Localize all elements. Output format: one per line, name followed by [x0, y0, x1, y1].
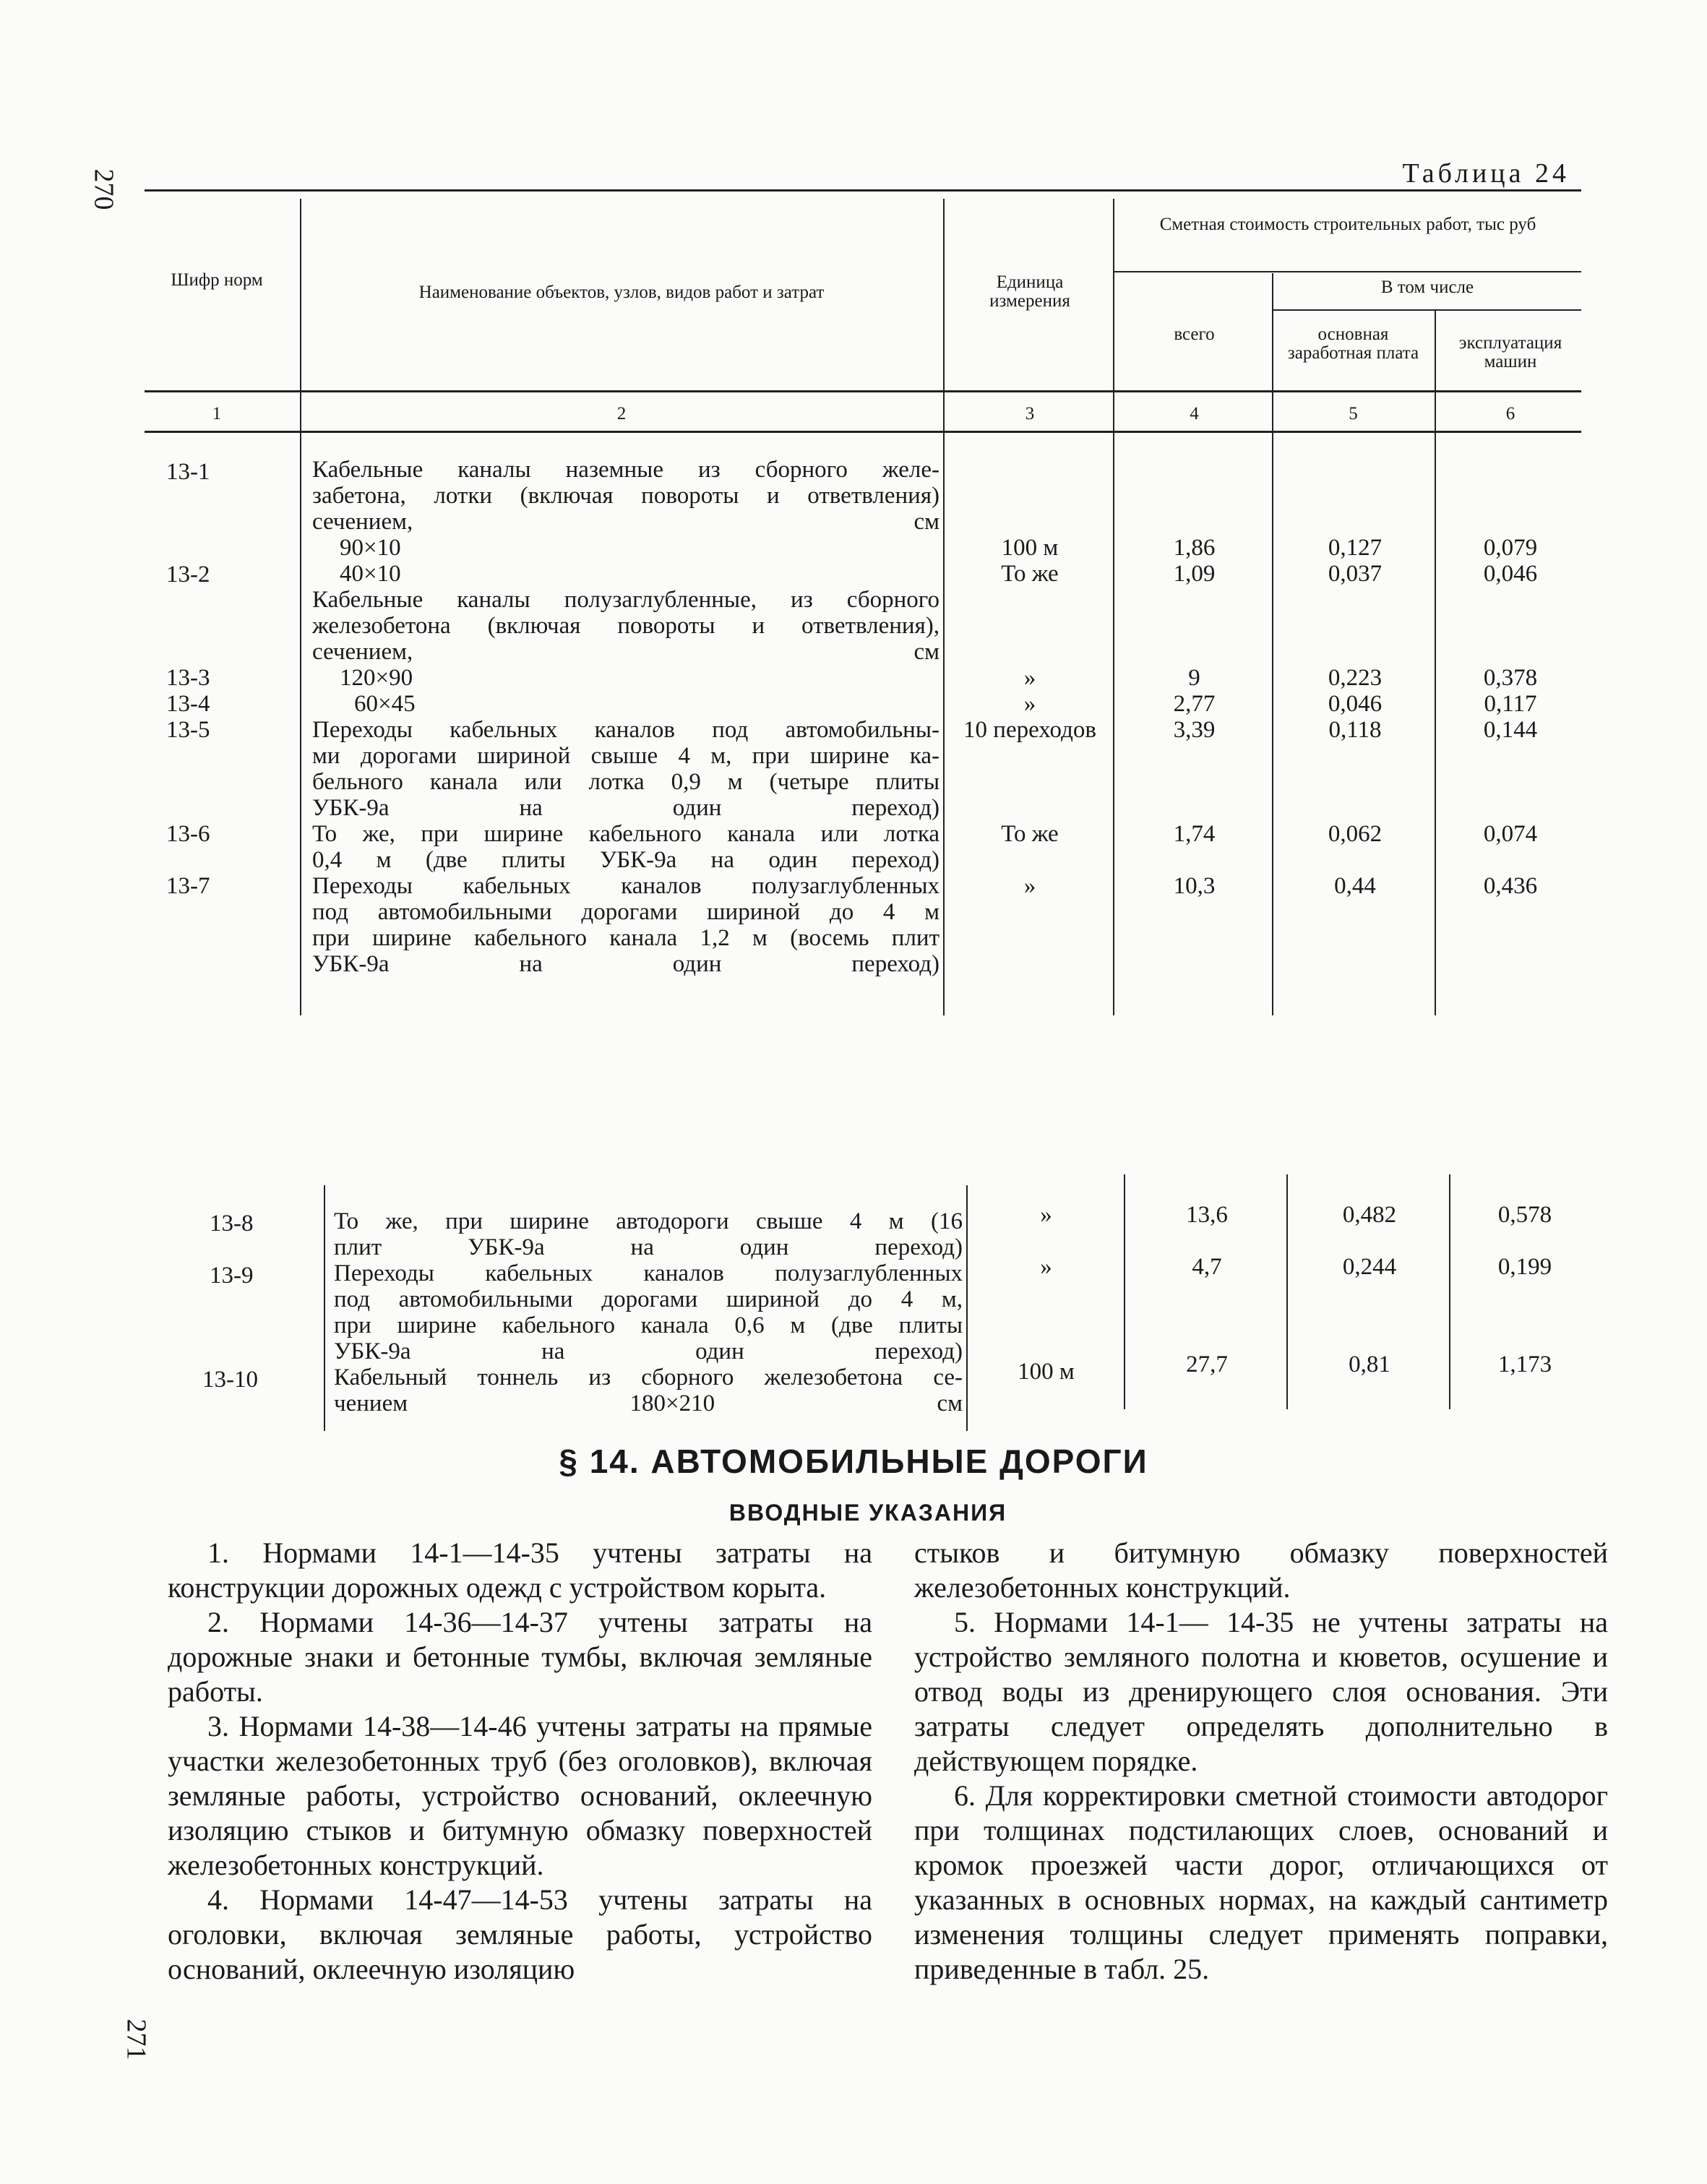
row-code: 13-4 [166, 691, 210, 717]
row-wage: 0,81 [1349, 1351, 1390, 1377]
col-num-2: 2 [616, 404, 627, 424]
row-unit: То же [1001, 821, 1059, 847]
row-description: То же, при ширине кабельного канала или лотка 0,4 м (две плиты УБК-9а на один переход) [312, 821, 940, 873]
col-num-6: 6 [1505, 404, 1515, 424]
row-code: 13-6 [166, 821, 210, 847]
row-description-size: 60×45 [354, 691, 416, 717]
col-num-3: 3 [1025, 404, 1035, 424]
row-machines: 0,144 [1483, 717, 1538, 743]
row-unit: 100 м [1001, 535, 1059, 561]
row-wage: 0,244 [1342, 1254, 1397, 1280]
section-title: § 14. АВТОМОБИЛЬНЫЕ ДОРОГИ [559, 1443, 1148, 1480]
row-unit: То же [1001, 561, 1059, 587]
row-machines: 0,378 [1483, 665, 1538, 691]
row-total: 27,7 [1186, 1351, 1228, 1377]
row-unit: » [1040, 1202, 1052, 1228]
row-total: 9 [1188, 665, 1200, 691]
header-machines: эксплуатация машин [1458, 333, 1562, 372]
row-total: 13,6 [1186, 1202, 1228, 1228]
col-num-5: 5 [1349, 404, 1358, 424]
row-machines: 0,436 [1483, 873, 1538, 899]
row-wage: 0,223 [1328, 665, 1383, 691]
row-unit: » [1040, 1254, 1052, 1280]
row-wage: 0,118 [1328, 717, 1382, 743]
header-name: Наименование объектов, узлов, видов работ и затрат [418, 283, 825, 302]
row-machines: 0,046 [1483, 561, 1538, 587]
instruction-paragraph: 3. Нормами 14-38—14-46 учтены затраты на прямые участки железобетонных труб (без оголовков), включая земляные работы, устройство оснований, оклеечную изоляцию стыков и битумную обмазку поверхностей железобетонных конструкций. [168, 1710, 872, 1881]
row-description: Кабельные каналы наземные из сборного желе- забетона, лотки (включая повороты и ответвления) сечением, см [312, 457, 940, 535]
row-code: 13-2 [166, 562, 210, 588]
table-label: Таблица 24 [1402, 158, 1570, 189]
section-subtitle: ВВОДНЫЕ УКАЗАНИЯ [728, 1500, 1007, 1526]
row-code: 13-7 [166, 873, 210, 899]
row-description-size: 90×10 [340, 535, 401, 561]
row-machines: 0,074 [1483, 821, 1538, 847]
row-wage: 0,062 [1328, 821, 1383, 847]
instruction-paragraph: 5. Нормами 14-1— 14-35 не учтены затраты на устройство земляного полотна и кюветов, осушение и отвод воды из дренирующего слоя основания. Эти затраты следует определять дополнительно в действующем порядке. [914, 1606, 1608, 1777]
instructions-left-column [168, 1536, 872, 1987]
header-unit: Единица измерения [989, 272, 1070, 311]
row-total: 2,77 [1173, 691, 1216, 717]
row-description: Кабельные каналы полузаглубленные, из сборного железобетона (включая повороты и ответвления), сечением, см [312, 587, 940, 665]
row-description: Переходы кабельных каналов полузаглубленных под автомобильными дорогами шириной до 4 м, при ширине кабельного канала 0,6 м (две плиты УБК-9а на один переход) [334, 1260, 963, 1364]
instruction-paragraph: 4. Нормами 14-47—14-53 учтены затраты на оголовки, включая земляные работы, устройство оснований, оклеечную изоляцию [168, 1883, 872, 1985]
row-total: 4,7 [1192, 1254, 1222, 1280]
row-wage: 0,127 [1328, 535, 1383, 561]
row-wage: 0,037 [1328, 561, 1383, 587]
row-total: 1,09 [1173, 561, 1216, 587]
row-unit: » [1023, 873, 1036, 899]
row-code: 13-8 [210, 1211, 254, 1237]
page-number-top: 270 [88, 168, 119, 210]
instruction-paragraph: 6. Для корректировки сметной стоимости автодорог при толщинах подстилающих слоев, оснований и кромок проезжей части дорог, отличающихся от указанных в основных нормах, на каждый сантиметр изменения толщины следует применять поправки, приведенные в табл. 25. [914, 1779, 1608, 1985]
instructions-right-column [914, 1536, 1608, 1987]
instruction-paragraph: 2. Нормами 14-36—14-37 учтены затраты на дорожные знаки и бетонные тумбы, включая земляные работы. [168, 1606, 872, 1708]
header-including: В том числе [1380, 278, 1474, 297]
row-total: 1,86 [1173, 535, 1216, 561]
row-total: 10,3 [1173, 873, 1216, 899]
row-code: 13-5 [166, 717, 210, 743]
row-description: Переходы кабельных каналов под автомобильны- ми дорогами шириной свыше 4 м, при ширине ка- бельного канала или лотка 0,9 м (четыре плиты УБК-9а на один переход) [312, 717, 940, 821]
instruction-paragraph: 1. Нормами 14-1—14-35 учтены затраты на конструкции дорожных одежд с устройством корыта. [168, 1536, 872, 1604]
row-unit: 100 м [1018, 1359, 1075, 1385]
header-wage: основная заработная плата [1287, 324, 1419, 364]
row-machines: 1,173 [1497, 1351, 1552, 1377]
header-code: Шифр норм [171, 270, 263, 290]
row-machines: 0,079 [1483, 535, 1538, 561]
row-description: То же, при ширине автодороги свыше 4 м (16 плит УБК-9а на один переход) [334, 1208, 963, 1260]
row-wage: 0,482 [1342, 1202, 1397, 1228]
header-total: всего [1174, 324, 1215, 344]
row-machines: 0,117 [1484, 691, 1537, 717]
row-machines: 0,199 [1497, 1254, 1552, 1280]
row-total: 1,74 [1173, 821, 1216, 847]
instruction-paragraph: стыков и битумную обмазку поверхностей железобетонных конструкций. [914, 1536, 1608, 1604]
row-code: 13-1 [166, 459, 210, 485]
row-wage: 0,046 [1328, 691, 1383, 717]
page-number-bottom: 271 [121, 2019, 152, 2060]
row-unit: » [1023, 691, 1036, 717]
row-code: 13-3 [166, 665, 210, 691]
col-num-1: 1 [212, 404, 222, 424]
header-cost-group: Сметная стоимость строительных работ, тыс руб [1159, 215, 1536, 234]
row-unit: » [1023, 665, 1036, 691]
row-description: Кабельный тоннель из сборного железобетона се- чением 180×210 см [334, 1364, 963, 1416]
row-description: Переходы кабельных каналов полузаглубленных под автомобильными дорогами шириной до 4 м при ширине кабельного канала 1,2 м (восемь плит УБК-9а на один переход) [312, 873, 940, 977]
row-wage: 0,44 [1334, 873, 1376, 899]
row-machines: 0,578 [1497, 1202, 1552, 1228]
row-description-size: 120×90 [340, 665, 413, 691]
row-unit: 10 переходов [963, 717, 1096, 743]
row-code: 13-10 [202, 1367, 258, 1393]
row-description-size: 40×10 [340, 561, 401, 587]
row-total: 3,39 [1173, 717, 1216, 743]
col-num-4: 4 [1190, 404, 1199, 424]
row-code: 13-9 [210, 1263, 254, 1289]
